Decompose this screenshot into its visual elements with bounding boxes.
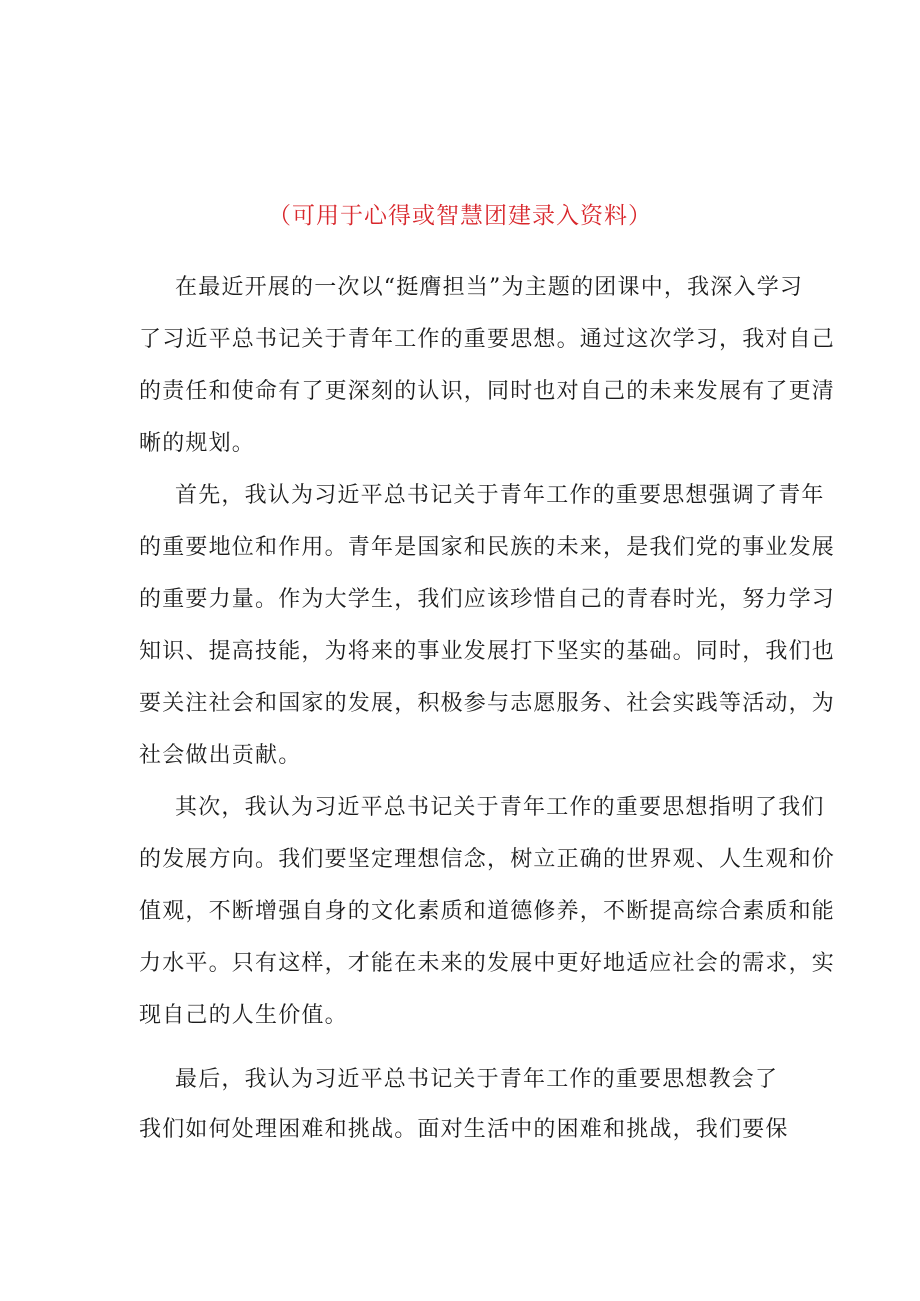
paragraph-line: 首先，我认为习近平总书记关于青年工作的重要思想强调了青年 — [175, 483, 825, 508]
paragraph-line: 力水平。只有这样，才能在未来的发展中更好地适应社会的需求，实 — [139, 951, 836, 976]
paragraph-line: 现自己的人生价值。 — [139, 1003, 348, 1028]
paragraph-line: 晰的规划。 — [139, 431, 256, 456]
paragraph-line: 我们如何处理困难和挑战。面对生活中的困难和挑战，我们要保 — [139, 1117, 789, 1142]
paragraph-line: 的责任和使命有了更深刻的认识，同时也对自己的未来发展有了更清 — [139, 379, 836, 404]
paragraph-line: 的重要力量。作为大学生，我们应该珍惜自己的青春时光，努力学习 — [139, 587, 836, 612]
paragraph-line: 值观，不断增强自身的文化素质和道德修养，不断提高综合素质和能 — [139, 899, 836, 924]
paragraph-line: 知识、提高技能，为将来的事业发展打下坚实的基础。同时，我们也 — [139, 639, 836, 664]
paragraph-line: 的发展方向。我们要坚定理想信念，树立正确的世界观、人生观和价 — [139, 847, 836, 872]
paragraph-line: 了习近平总书记关于青年工作的重要思想。通过这次学习，我对自己 — [139, 327, 836, 352]
paragraph-line: 最后，我认为习近平总书记关于青年工作的重要思想教会了 — [175, 1067, 779, 1092]
paragraph-line: 的重要地位和作用。青年是国家和民族的未来，是我们党的事业发展 — [139, 535, 836, 560]
document-subtitle: （可用于心得或智慧团建录入资料） — [268, 203, 652, 229]
paragraph-line: 在最近开展的一次以“挺膺担当”为主题的团课中，我深入学习 — [175, 275, 804, 300]
paragraph-line: 社会做出贡献。 — [139, 743, 302, 768]
paragraph-line: 其次，我认为习近平总书记关于青年工作的重要思想指明了我们 — [175, 795, 825, 820]
paragraph-line: 要关注社会和国家的发展，积极参与志愿服务、社会实践等活动，为 — [139, 691, 836, 716]
